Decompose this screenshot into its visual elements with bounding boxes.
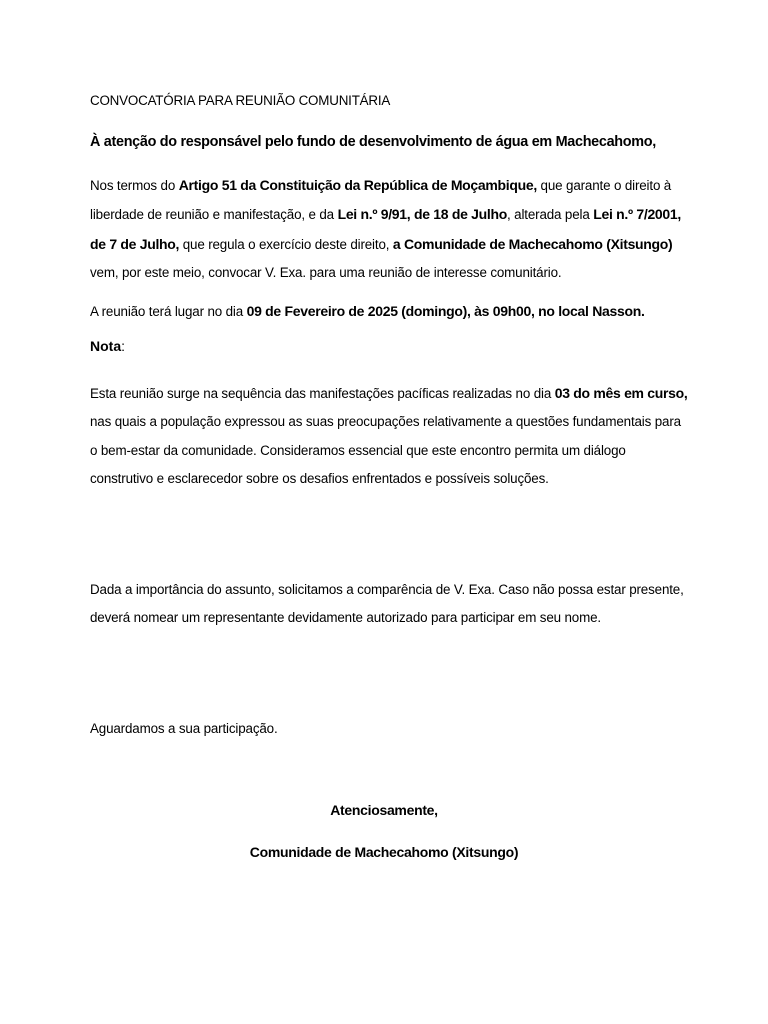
paragraph-meeting-date (90, 297, 690, 326)
nota-label: Nota (90, 338, 122, 354)
paragraph-legal-basis (90, 171, 690, 288)
text-segment: A reunião terá lugar no dia (90, 304, 247, 319)
nota-colon: : (121, 338, 126, 354)
closing-salutation: Atenciosamente, (330, 802, 438, 818)
closing-signature: Comunidade de Machecahomo (Xitsungo) (249, 844, 519, 860)
bold-law-9-91: Lei n.º 9/91, de 18 de Julho (337, 206, 507, 223)
attention-line: À atenção do responsável pelo fundo de desenvolvimento de água em Machecahomo, (90, 134, 656, 150)
document-title: CONVOCATÓRIA PARA REUNIÃO COMUNITÁRIA (90, 93, 391, 108)
paragraph-attendance-request: Dada a importância do assunto, solicitamos a comparência de V. Exa. Caso não possa estar presente, deverá nomear um representante devidamente autorizado para participar em seu nome. (90, 582, 684, 626)
text-segment: , alterada pela (507, 207, 594, 223)
bold-manifestation-date: 03 do mês em curso, (554, 385, 688, 401)
paragraph-context (90, 379, 690, 494)
text-segment: que garante o direito à liberdade de reunião e manifestação, e da (90, 178, 672, 223)
text-segment: vem, por este meio, convocar V. Exa. para uma reunião de interesse comunitário. (90, 265, 562, 281)
bold-community-name: a Comunidade de Machecahomo (Xitsungo) (392, 235, 673, 252)
bold-constitution-article: Artigo 51 da Constituição da República de Moçambique, (178, 177, 537, 193)
bold-meeting-details: 09 de Fevereiro de 2025 (domingo), às 09h00, no local Nasson. (246, 303, 645, 319)
paragraph-awaiting: Aguardamos a sua participação. (90, 721, 278, 736)
text-segment: nas quais a população expressou as suas preocupações relativamente a questões fundamentais para o bem-estar da comunidade. Consideramos essencial que este encontro permita um diálogo construtivo e esclarecedor sobre os desafios enfrentados e possíveis soluções. (90, 414, 681, 487)
text-segment: que regula o exercício deste direito, (179, 236, 393, 252)
text-segment: Nos termos do (90, 178, 179, 193)
text-segment: Esta reunião surge na sequência das manifestações pacíficas realizadas no dia (90, 386, 555, 401)
nota-heading (90, 338, 125, 354)
bold-law-7-2001: Lei n.º 7/2001, de 7 de Julho, (90, 206, 681, 252)
